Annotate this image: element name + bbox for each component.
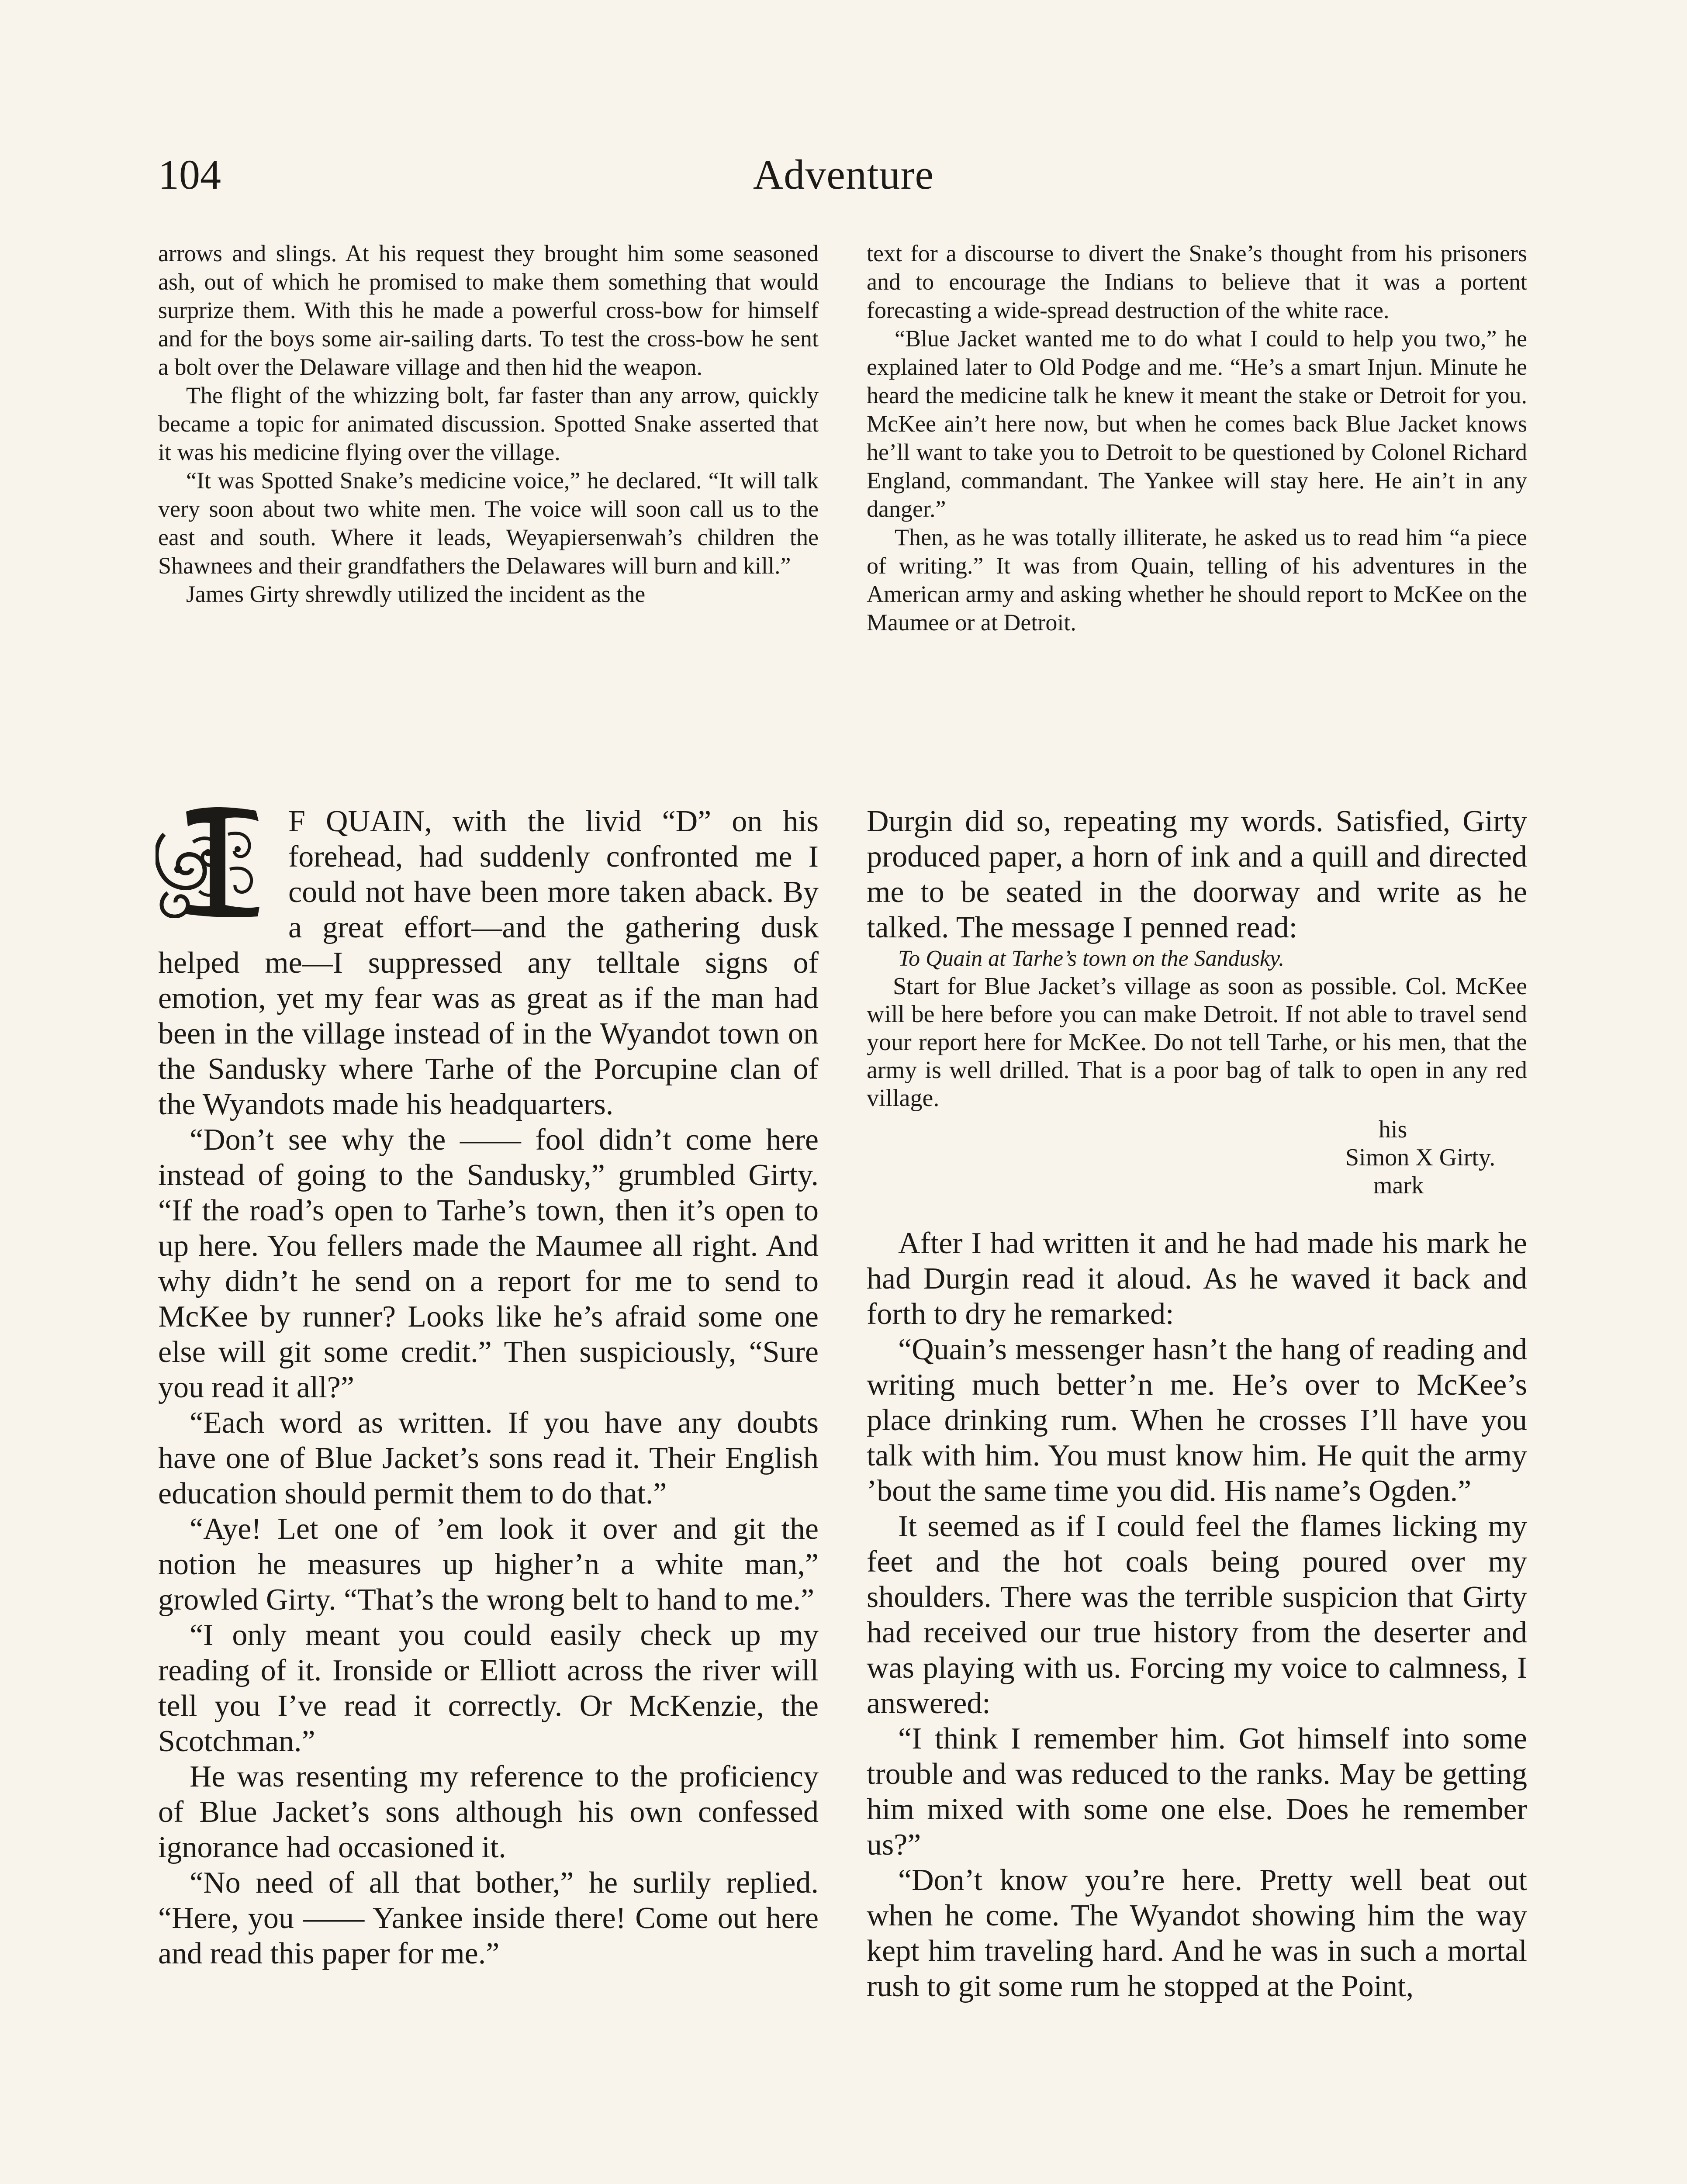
paragraph: After I had written it and he had made his mark he had Durgin read it aloud. As he waved it back and forth to dry he remarked: — [867, 1227, 1527, 1331]
page-number: 104 — [158, 151, 221, 198]
top-left-column — [158, 239, 819, 608]
paragraph: “I only meant you could easily check up my reading of it. Ironside or Elliott across the river will tell you I’ve read it correctly. Or McKenzie, the Scotchman.” — [158, 1618, 819, 1758]
bottom-right-column — [867, 804, 1527, 2004]
running-title: Adventure — [753, 151, 934, 198]
paragraph: “Blue Jacket wanted me to do what I could to help you two,” he explained later to Old Podge and me. “He’s a smart Injun. Minute he heard the medicine talk he knew it meant the stake or Detroit for you. McKee ain’t here now, but when he comes back Blue Jacket knows he’ll want to take you to Detroit to be questioned by Colonel Richard England, commandant. The Yankee will stay here. He ain’t in any danger.” — [867, 325, 1527, 522]
paragraph: “Aye! Let one of ’em look it over and git the notion he measures up higher’n a white man,” growled Girty. “That’s the wrong belt to hand to me.” — [158, 1512, 819, 1617]
top-right-column — [867, 239, 1527, 637]
paragraph: arrows and slings. At his request they brought him some seasoned ash, out of which he promised to make them something that would surprize them. With this he made a powerful cross-bow for himself and for the boys some air-sailing darts. To test the cross-bow he sent a bolt over the Delaware village and then hid the weapon. — [158, 240, 819, 380]
paragraph: Durgin did so, repeating my words. Satisfied, Girty produced paper, a horn of ink and a quill and directed me to be seated in the doorway and write as he talked. The message I penned read: — [867, 805, 1527, 944]
paragraph: “It was Spotted Snake’s medicine voice,” he declared. “It will talk very soon about two white men. The voice will soon call us to the east and south. Where it leads, Weyapiersenwah’s children the Shawnees and their grandfathers the Delawares will burn and kill.” — [158, 467, 819, 579]
letter-text: Start for Blue Jacket’s village as soon as possible. Col. McKee will be here before you can make Detroit. If not able to travel send your report here for McKee. Do not tell Tarhe, or his men, that the army is well drilled. That is a poor bag of talk to open in any red village. — [867, 973, 1527, 1112]
paragraph: “I think I remember him. Got himself into some trouble and was reduced to the ranks. May be getting him mixed with some one else. Does he remember us?” — [867, 1722, 1527, 1862]
paragraph: “Quain’s messenger hasn’t the hang of reading and writing much better’n me. He’s over to McKee’s place drinking rum. When he crosses I’ll have you talk with him. You must know him. He quit the army ’bout the same time you did. His name’s Ogden.” — [867, 1333, 1527, 1508]
paragraph: “No need of all that bother,” he surlily replied. “Here, you —— Yankee inside there! Come out here and read this paper for me.” — [158, 1866, 819, 1970]
signature-his: his — [1379, 1116, 1407, 1143]
paragraph: “Don’t know you’re here. Pretty well beat out when he come. The Wyandot showing him the way kept him traveling hard. And he was in such a mortal rush to git some rum he stopped at the Point, — [867, 1863, 1527, 2003]
signature-name: Simon X Girty. — [1345, 1144, 1496, 1171]
page-header — [0, 149, 1687, 210]
paragraph: “Don’t see why the —— fool didn’t come here instead of going to the Sandusky,” grumbled Girty. “If the road’s open to Tarhe’s town, then it’s open to up here. You fellers made the Maumee all right. And why didn’t he send on a report for me to send to McKee by runner? Looks like he’s afraid some one else will git some credit.” Then suspiciously, “Sure you read it all?” — [158, 1123, 819, 1404]
letter-heading: To Quain at Tarhe’s town on the Sandusky. — [898, 946, 1285, 971]
paragraph: It seemed as if I could feel the flames licking my feet and the hot coals being poured over my shoulders. There was the terrible suspicion that Girty had received our true history from the deserter and was playing with us. Forcing my voice to calmness, I answered: — [867, 1510, 1527, 1720]
paragraph: He was resenting my reference to the proficiency of Blue Jacket’s sons although his own confessed ignorance had occasioned it. — [158, 1760, 819, 1864]
letter-body — [867, 972, 1527, 1112]
paragraph: The flight of the whizzing bolt, far faster than any arrow, quickly became a topic for animated discussion. Spotted Snake asserted that it was his medicine flying over the village. — [158, 382, 819, 465]
signature-block — [867, 1116, 1527, 1199]
ornamental-drop-cap-icon — [156, 804, 282, 918]
bottom-left-column — [158, 804, 819, 1971]
signature-mark: mark — [1373, 1172, 1424, 1199]
paragraph: Then, as he was totally illiterate, he asked us to read him “a piece of writing.” It was from Quain, telling of his adventures in the American army and asking whether he should report to McKee on the Maumee or at Detroit. — [867, 524, 1527, 636]
paragraph: F QUAIN, with the livid “D” on his forehead, had suddenly confronted me I could not have been more taken aback. By a great effort—and the gathering dusk helped me—I suppressed any telltale signs of emotion, yet my fear was as great as if the man had been in the village instead of in the Wyandot town on the Sandusky where Tarhe of the Porcupine clan of the Wyandots made his headquarters. — [158, 805, 819, 1121]
paragraph: James Girty shrewdly utilized the incident as the — [186, 581, 646, 607]
paragraph: text for a discourse to divert the Snake’s thought from his prisoners and to encourage the Indians to believe that it was a portent forecasting a wide-spread destruction of the white race. — [867, 240, 1527, 323]
paragraph: “Each word as written. If you have any doubts have one of Blue Jacket’s sons read it. Their English education should permit them to do that.” — [158, 1406, 819, 1510]
